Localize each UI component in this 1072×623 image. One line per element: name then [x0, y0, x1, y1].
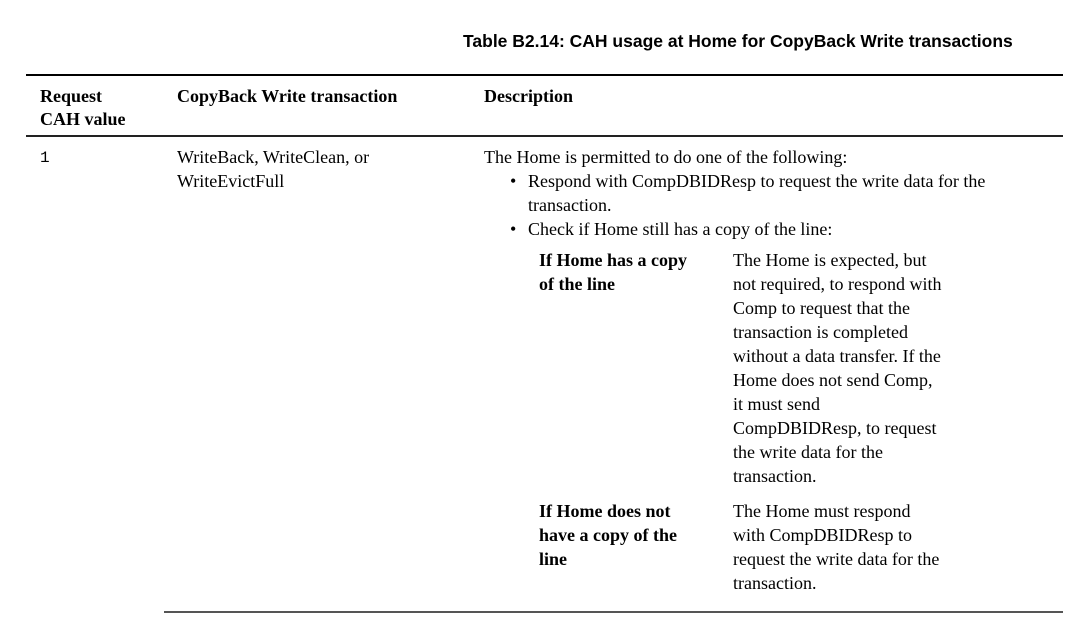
- action-line: with CompDBIDResp to: [733, 525, 913, 545]
- bullet-line: transaction.: [528, 195, 612, 215]
- condition-line: have a copy of the: [539, 525, 677, 545]
- condition-line: If Home has a copy: [539, 250, 687, 270]
- description-bullet-1: [510, 169, 1050, 217]
- condition-line: line: [539, 549, 568, 569]
- action-line: The Home must respond: [733, 501, 911, 521]
- table-bottom-rule: [164, 611, 1063, 613]
- transaction-line: WriteEvictFull: [177, 171, 285, 191]
- action-line: the write data for the: [733, 442, 883, 462]
- action-line: it must send: [733, 394, 821, 414]
- action-line: transaction.: [733, 573, 817, 593]
- bullet-text: [528, 169, 985, 217]
- action-line: without a data transfer. If the: [733, 346, 941, 366]
- table-caption: Table B2.14: CAH usage at Home for CopyBack Write transactions: [463, 31, 1013, 51]
- condition-line: of the line: [539, 274, 615, 294]
- action-line: Comp to request that the: [733, 298, 910, 318]
- action-line: request the write data for the: [733, 549, 940, 569]
- bullet-line: Check if Home still has a copy of the line:: [528, 219, 833, 239]
- description-intro: The Home is permitted to do one of the following:: [484, 147, 848, 167]
- condition-line: If Home does not: [539, 501, 671, 521]
- bullet-icon: •: [510, 219, 517, 239]
- subtable-condition-no-copy: [539, 499, 677, 571]
- transaction-line: WriteBack, WriteClean, or: [177, 147, 370, 167]
- table-top-rule: [26, 74, 1063, 76]
- subtable-action-no-copy: [733, 499, 939, 595]
- action-line: CompDBIDResp, to request: [733, 418, 937, 438]
- action-line: Home does not send Comp,: [733, 370, 933, 390]
- action-line: The Home is expected, but: [733, 250, 927, 270]
- subtable-condition-has-copy: [539, 248, 687, 296]
- action-line: transaction.: [733, 466, 817, 486]
- bullet-icon: •: [510, 171, 517, 191]
- header-line: Request: [40, 86, 102, 106]
- header-line: CAH value: [40, 109, 126, 129]
- header-rule: [26, 135, 1063, 137]
- bullet-text: [528, 217, 832, 241]
- cell-cah-value: 1: [40, 149, 50, 167]
- bullet-line: Respond with CompDBIDResp to request the write data for the: [528, 171, 986, 191]
- description-bullet-2: [510, 217, 1050, 241]
- action-line: not required, to respond with: [733, 274, 942, 294]
- header-copyback-write-transaction: CopyBack Write transaction: [177, 86, 398, 106]
- subtable-action-has-copy: [733, 248, 941, 488]
- cell-transaction: [177, 145, 369, 193]
- action-line: transaction is completed: [733, 322, 908, 342]
- header-request-cah-value: [40, 85, 126, 131]
- header-description: Description: [484, 86, 573, 106]
